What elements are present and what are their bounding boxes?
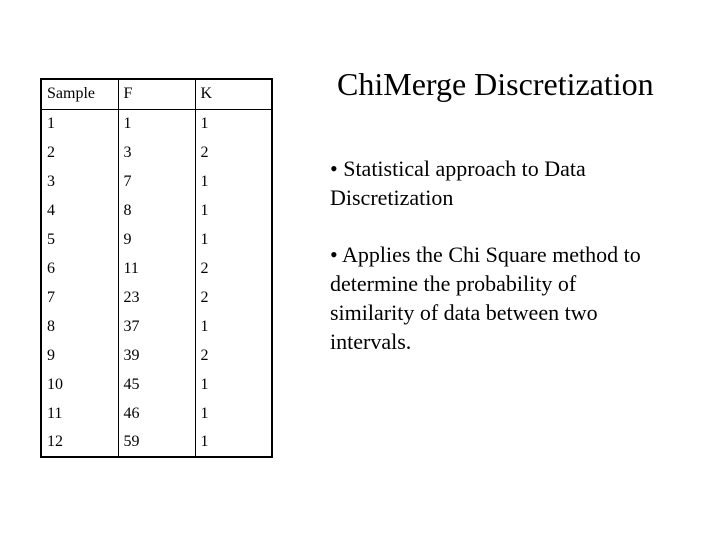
table-cell: 1 bbox=[200, 201, 209, 219]
table-header-row bbox=[41, 79, 272, 109]
bullet-item-statistical bbox=[330, 154, 660, 212]
table-cell: 7 bbox=[118, 167, 195, 196]
table-cell: 37 bbox=[118, 312, 195, 341]
table-cell: 8 bbox=[118, 196, 195, 225]
bullet-item-chi-square bbox=[330, 240, 660, 356]
table-cell: 3 bbox=[118, 138, 195, 167]
table-row bbox=[41, 254, 272, 283]
table-cell: 23 bbox=[118, 283, 195, 312]
table-cell: 10 bbox=[41, 370, 118, 399]
table-row bbox=[41, 341, 272, 370]
header-k: K bbox=[195, 79, 272, 109]
table-cell: 45 bbox=[118, 370, 195, 399]
table-row bbox=[41, 138, 272, 167]
bullet-symbol: • bbox=[330, 242, 338, 267]
table-cell: 11 bbox=[118, 254, 195, 283]
table-cell: 2 bbox=[200, 288, 209, 306]
table-cell: 7 bbox=[41, 283, 118, 312]
table-cell: 1 bbox=[41, 109, 118, 138]
table-row bbox=[41, 399, 272, 428]
table-cell: 1 bbox=[118, 109, 195, 138]
table-cell: 5 bbox=[41, 225, 118, 254]
table-row bbox=[41, 225, 272, 254]
table-cell: 1 bbox=[200, 172, 209, 190]
table-row bbox=[41, 283, 272, 312]
table-cell: 39 bbox=[118, 341, 195, 370]
table-cell: 1 bbox=[200, 230, 209, 248]
slide-title: ChiMerge Discretization bbox=[337, 66, 654, 102]
table-cell: 2 bbox=[200, 143, 209, 161]
table-cell: 4 bbox=[41, 196, 118, 225]
table-row bbox=[41, 428, 272, 457]
table-cell: 6 bbox=[41, 254, 118, 283]
table-cell: 9 bbox=[41, 341, 118, 370]
bullet-text: Applies the Chi Square method to determine the probability of similarity of data between two intervals. bbox=[330, 242, 641, 354]
table-row bbox=[41, 370, 272, 399]
table-cell: 1 bbox=[200, 433, 209, 450]
table-row bbox=[41, 167, 272, 196]
table-cell: 8 bbox=[41, 312, 118, 341]
table-cell: 1 bbox=[200, 375, 209, 393]
table-cell: 9 bbox=[118, 225, 195, 254]
table-cell: 59 bbox=[118, 428, 195, 457]
table-cell: 1 bbox=[200, 114, 209, 132]
table-cell: 2 bbox=[41, 138, 118, 167]
sample-table-body bbox=[41, 79, 272, 457]
table-cell: 11 bbox=[41, 399, 118, 428]
table-cell: 1 bbox=[200, 317, 209, 335]
table-cell: 3 bbox=[41, 167, 118, 196]
table-row bbox=[41, 196, 272, 225]
bullet-text: Statistical approach to Data Discretization bbox=[330, 156, 586, 210]
table-cell: 2 bbox=[200, 346, 209, 364]
header-sample: Sample bbox=[41, 79, 118, 109]
header-f: F bbox=[118, 79, 195, 109]
table-cell: 46 bbox=[118, 399, 195, 428]
table-cell: 12 bbox=[41, 428, 118, 457]
table-row bbox=[41, 312, 272, 341]
table-cell: 1 bbox=[200, 404, 209, 422]
table-cell: 2 bbox=[200, 259, 209, 277]
bullet-list bbox=[330, 154, 660, 384]
bullet-symbol: • bbox=[330, 156, 338, 181]
table-row bbox=[41, 109, 272, 138]
sample-table bbox=[40, 78, 273, 458]
